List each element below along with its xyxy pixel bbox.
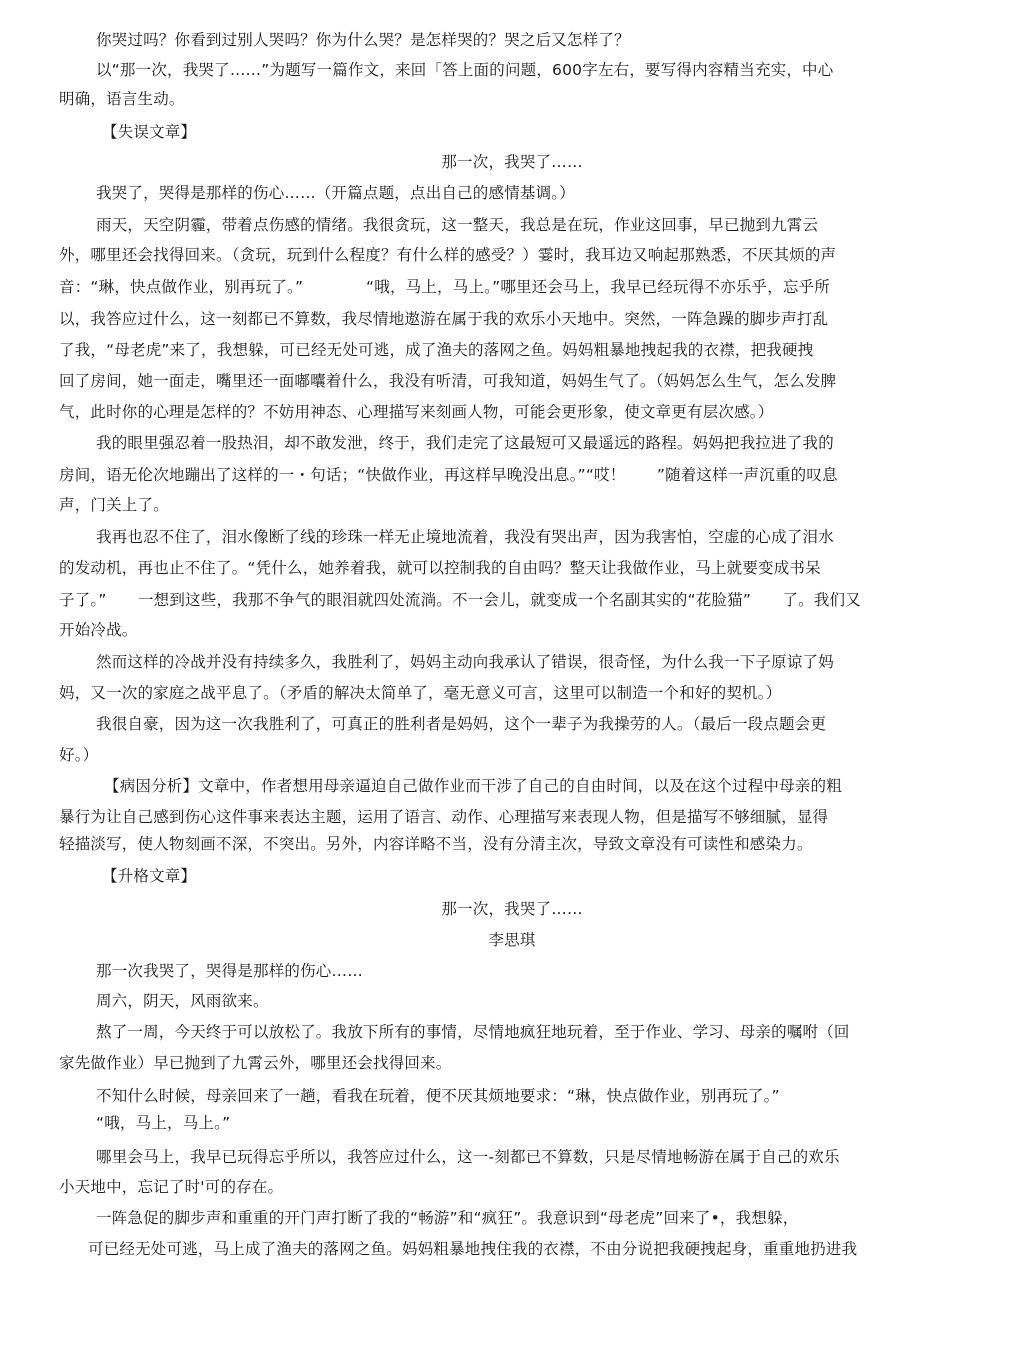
text-line: 暴行为让自己感到伤心这件事来表达主题，运用了语言、动作、心理描写来表现人物，但是描写不够细腻，显得 [59, 808, 829, 826]
essay-title: 那一次，我哭了…… [441, 900, 583, 918]
section-heading: 【失误文章】 [102, 123, 197, 141]
text-line: 可已经无处可逃，马上成了渔夫的落网之鱼。妈妈粗暴地拽住我的衣襟，不由分说把我硬拽起身，重重地扔进我 [88, 1240, 858, 1258]
text-line: 不知什么时候，母亲回来了一趟，看我在玩着，便不厌其烦地要求：“琳，快点做作业，别再玩了。” [96, 1087, 780, 1105]
text-line: 了我，“母老虎”来了，我想躲，可已经无处可逃，成了渔夫的落网之鱼。妈妈粗暴地拽起我的衣襟，把我硬拽 [59, 341, 814, 359]
text-line: 哪里会马上，我早已玩得忘乎所以，我答应过什么，这一-刻都已不算数，只是尽情地畅游在属于自己的欢乐 [96, 1148, 840, 1166]
text-line: 【病因分析】文章中，作者想用母亲逼迫自己做作业而干涉了自己的自由时间，以及在这个过程中母亲的粗 [104, 777, 842, 795]
text-line: 雨天，天空阴霾，带着点伤感的情绪。我很贪玩，这一整天，我总是在玩，作业这回事，早已抛到九霄云 [96, 216, 819, 234]
text-line: 周六，阴天，风雨欲来。 [96, 992, 269, 1010]
text-line: 妈，又一次的家庭之战平息了。（矛盾的解决太简单了，毫无意义可言，这里可以制造一个和好的契机。） [59, 684, 782, 702]
text-line: 以“那一次，我哭了……”为题写一篇作文，来回「答上面的问题，600字左右，要写得内容精当充实，中心 [96, 61, 834, 79]
text-line: 你哭过吗？你看到过别人哭吗？你为什么哭？是怎样哭的？哭之后又怎样了？ [96, 31, 630, 49]
text-line: 开始冷战。 [59, 621, 138, 639]
text-line: 的发动机，再也止不住了。“凭什么，她养着我，就可以控制我的自由吗？整天让我做作业，马上就要变成书呆 [59, 559, 821, 577]
text-line: 那一次我哭了，哭得是那样的伤心…… [96, 962, 363, 980]
author-name: 李思琪 [488, 931, 536, 949]
text-line: 我哭了，哭得是那样的伤心……（开篇点题，点出自己的感情基调。） [96, 184, 575, 202]
text-line: 好。） [59, 746, 99, 764]
text-line: 声，门关上了。 [59, 496, 169, 514]
text-line: 外，哪里还会找得回来。（贪玩，玩到什么程度？有什么样的感受？）霎时，我耳边又响起那熟悉，不厌其烦的声 [59, 246, 837, 264]
text-line: 我很自豪，因为这一次我胜利了，可真正的胜利者是妈妈，这个一辈子为我操劳的人。（最后一段点题会更 [96, 715, 827, 733]
text-line: 明确，语言生动。 [59, 90, 185, 108]
text-line: “哦，马上，马上。” [96, 1114, 231, 1132]
section-heading: 【升格文章】 [102, 867, 197, 885]
text-line: 一阵急促的脚步声和重重的开门声打断了我的“畅游”和“疯狂”。我意识到“母老虎”回来了•，我想躲， [96, 1209, 799, 1227]
text-line: 回了房间，她一面走，嘴里还一面嘟囔着什么，我没有听清，可我知道，妈妈生气了。（妈妈怎么生气，怎么发脾 [59, 372, 837, 390]
text-line: 我再也忍不住了，泪水像断了线的珍珠一样无止境地流着，我没有哭出声，因为我害怕，空虚的心成了泪水 [96, 528, 834, 546]
text-line: 音：“琳，快点做作业，别再玩了。” “哦，马上，马上。”哪里还会马上，我早已经玩得不亦乐乎，忘乎所 [59, 278, 831, 296]
essay-title: 那一次，我哭了…… [441, 153, 583, 171]
text-line: 家先做作业）早已抛到了九霄云外，哪里还会找得回来。 [59, 1054, 452, 1072]
text-line: 子了。” 一想到这些，我那不争气的眼泪就四处流淌。不一会儿，就变成一个名副其实的“花脸猫” 了。我们又 [59, 591, 861, 609]
text-line: 轻描淡写，使人物刻画不深，不突出。另外，内容详略不当，没有分清主次，导致文章没有可读性和感染力。 [59, 835, 813, 853]
text-line: 房间，语无伦次地蹦出了这样的一・句话；“快做作业，再这样早晚没出息。”“哎！ ”随着这样一声沉重的叹息 [59, 466, 838, 484]
text-line: 气，此时你的心理是怎样的？不妨用神态、心理描写来刻画人物，可能会更形象，使文章更有层次感。） [59, 403, 774, 421]
text-line: 然而这样的冷战并没有持续多久，我胜利了，妈妈主动向我承认了错误，很奇怪，为什么我一下子原谅了妈 [96, 653, 834, 671]
text-line: 以，我答应过什么，这一刻都已不算数，我尽情地遨游在属于我的欢乐小天地中。突然，一阵急躁的脚步声打乱 [59, 310, 829, 328]
text-line: 我的眼里强忍着一股热泪，却不敢发泄，终于，我们走完了这最短可又最遥远的路程。妈妈把我拉进了我的 [96, 434, 834, 452]
text-line: 小天地中，忘记了时'可的存在。 [59, 1178, 284, 1196]
text-line: 熬了一周，今天终于可以放松了。我放下所有的事情，尽情地疯狂地玩着，至于作业、学习、母亲的嘱咐（回 [96, 1023, 850, 1041]
